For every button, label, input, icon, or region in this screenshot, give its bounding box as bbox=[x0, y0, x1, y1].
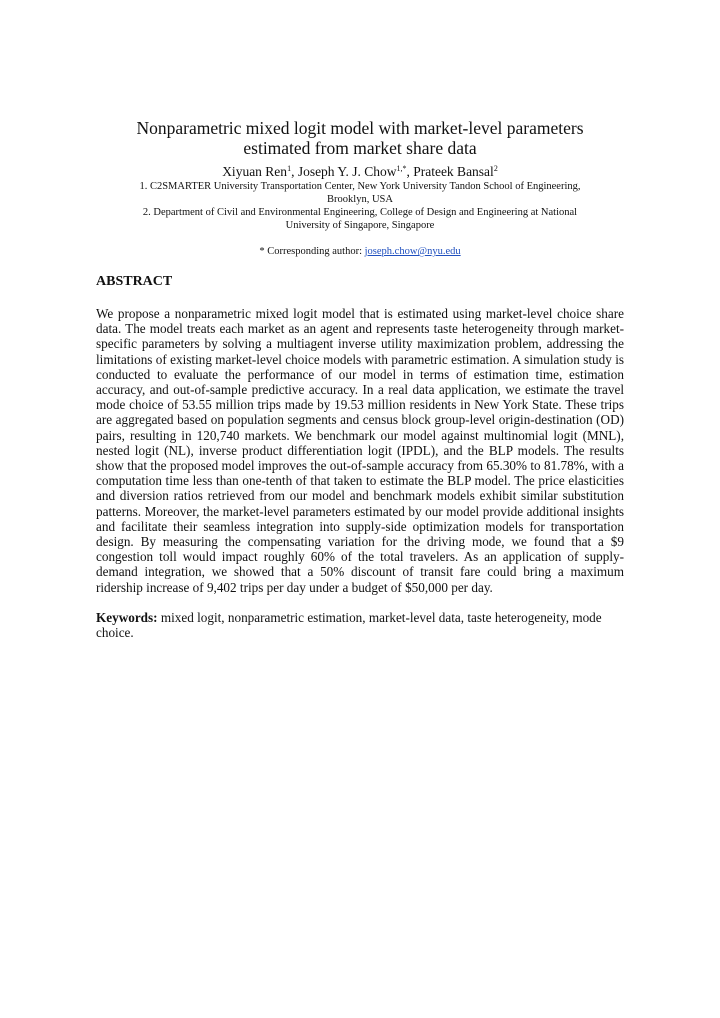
author-separator: , bbox=[406, 164, 414, 179]
paper-title-line1: Nonparametric mixed logit model with market-level parameters bbox=[136, 118, 584, 138]
paper-title-line2: estimated from market share data bbox=[243, 138, 477, 158]
affiliation-line: Brooklyn, USA bbox=[327, 194, 393, 205]
author-affil-mark: 2 bbox=[493, 164, 498, 173]
keywords-text: mixed logit, nonparametric estimation, market-level data, taste heterogeneity, mode choice. bbox=[96, 609, 602, 641]
author-name: Prateek Bansal bbox=[413, 164, 494, 179]
author-affil-mark: 1,* bbox=[396, 164, 407, 173]
keywords-label: Keywords: bbox=[96, 609, 158, 625]
author-name: Joseph Y. J. Chow bbox=[297, 164, 397, 179]
affiliation-line: 2. Department of Civil and Environmental Engineering, College of Design and Engineering at National bbox=[142, 207, 578, 218]
author-separator: , bbox=[291, 164, 298, 179]
corresponding-author bbox=[96, 245, 624, 258]
affiliation-line: 1. C2SMARTER University Transportation Center, New York University Tandon School of Engineering, bbox=[139, 181, 581, 192]
keywords bbox=[96, 610, 624, 640]
corresponding-email-link[interactable]: joseph.chow@nyu.edu bbox=[364, 246, 461, 257]
author-affil-mark: 1 bbox=[287, 164, 292, 173]
abstract-text: We propose a nonparametric mixed logit model that is estimated using market-level choice share data. The model treats each market as an agent and represents taste heterogeneity through market-specific parameters by solving a multiagent inverse utility maximization problem, addressing the limitations of existing market-level choice models with parametric estimation. A simulation study is conducted to evaluate the performance of our model in terms of estimation time, estimation accuracy, and out-of-sample predictive accuracy. In a real data application, we estimate the travel mode choice of 53.55 million trips made by 19.53 million residents in New York State. These trips are aggregated based on population segments and census block group-level origin-destination (OD) pairs, resulting in 120,740 markets. We benchmark our model against multinomial logit (MNL), nested logit (NL), inverse product differentiation logit (IPDL), and the BLP models. The results show that the proposed model improves the out-of-sample accuracy from 65.30% to 81.78%, with a computation time less than one-tenth of that taken to estimate the BLP model. The price elasticities and diversion ratios retrieved from our model and benchmark models exhibit similar substitution patterns. Moreover, the market-level parameters estimated by our model provide additional insights and facilitate their seamless integration into supply-side optimization models for transportation design. By measuring the compensating variation for the driving mode, we found that a $9 congestion toll would impact roughly 60% of the total travelers. As an application of supply-demand integration, we showed that a 50% discount of transit fare could bring a maximum ridership increase of 9,402 trips per day under a budget of $50,000 per day. bbox=[96, 306, 624, 595]
abstract-heading: ABSTRACT bbox=[96, 274, 173, 289]
corresponding-label: * Corresponding author: bbox=[259, 246, 365, 257]
paper-title bbox=[96, 118, 624, 158]
affiliation-line: University of Singapore, Singapore bbox=[285, 220, 435, 231]
author-list bbox=[96, 164, 624, 180]
affiliation-block bbox=[96, 180, 624, 232]
author-name: Xiyuan Ren bbox=[222, 164, 288, 179]
